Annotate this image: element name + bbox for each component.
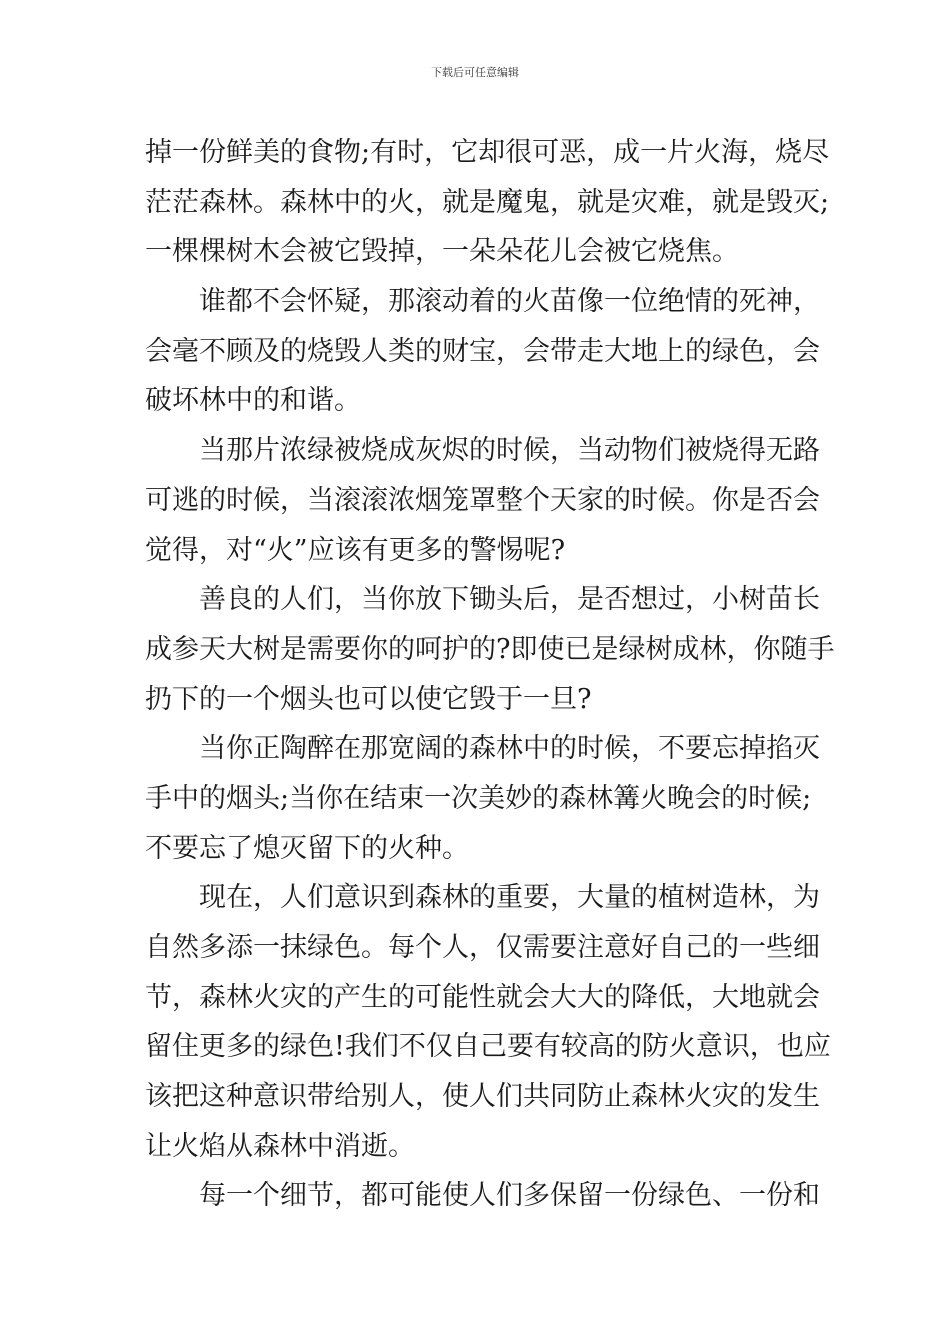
page-header: 下载后可任意编辑 <box>431 66 519 79</box>
text-line: 善良的人们，当你放下锄头后，是否想过，小树苗长 <box>199 584 820 616</box>
text-line: 留住更多的绿色!我们不仅自己要有较高的防火意识，也应 <box>145 1031 831 1063</box>
text-line: 现在，人们意识到森林的重要，大量的植树造林，为 <box>199 882 820 914</box>
text-line: 自然多添一抹绿色。每个人，仅需要注意好自己的一些细 <box>145 932 820 963</box>
text-line: 节，森林火灾的产生的可能性就会大大的降低，大地就会 <box>145 981 820 1013</box>
text-line: 觉得，对“火”应该有更多的警惕呢? <box>145 534 566 566</box>
text-line: 当你正陶醉在那宽阔的森林中的时候，不要忘掉掐灭 <box>199 733 820 765</box>
text-line: 当那片浓绿被烧成灰烬的时候，当动物们被烧得无路 <box>199 435 820 467</box>
text-line: 扔下的一个烟头也可以使它毁于一旦? <box>145 683 592 715</box>
text-line: 会毫不顾及的烧毁人类的财宝，会带走大地上的绿色，会 <box>145 335 820 367</box>
text-line: 手中的烟头;当你在结束一次美妙的森林篝火晚会的时候; <box>145 782 812 814</box>
text-line: 让火焰从森林中消逝。 <box>145 1130 415 1162</box>
text-line: 该把这种意识带给别人，使人们共同防止森林火灾的发生 <box>145 1081 820 1113</box>
text-line: 每一个细节，都可能使人们多保留一份绿色、一份和 <box>199 1180 820 1212</box>
text-line: 谁都不会怀疑，那滚动着的火苗像一位绝情的死神， <box>199 286 820 318</box>
document-body <box>145 128 835 1221</box>
text-line: 不要忘了熄灭留下的火种。 <box>145 832 469 864</box>
text-line: 一棵棵树木会被它毁掉，一朵朵花儿会被它烧焦。 <box>145 236 739 268</box>
text-line: 成参天大树是需要你的呵护的?即使已是绿树成林，你随手 <box>145 633 835 665</box>
text-line: 茫茫森林。森林中的火，就是魔鬼，就是灾难，就是毁灭; <box>145 186 830 218</box>
text-line: 破坏林中的和谐。 <box>145 385 361 417</box>
text-line: 可逃的时候，当滚滚浓烟笼罩整个天家的时候。你是否会 <box>145 484 820 516</box>
text-line: 掉一份鲜美的食物;有时，它却很可恶，成一片火海，烧尽 <box>145 137 830 168</box>
